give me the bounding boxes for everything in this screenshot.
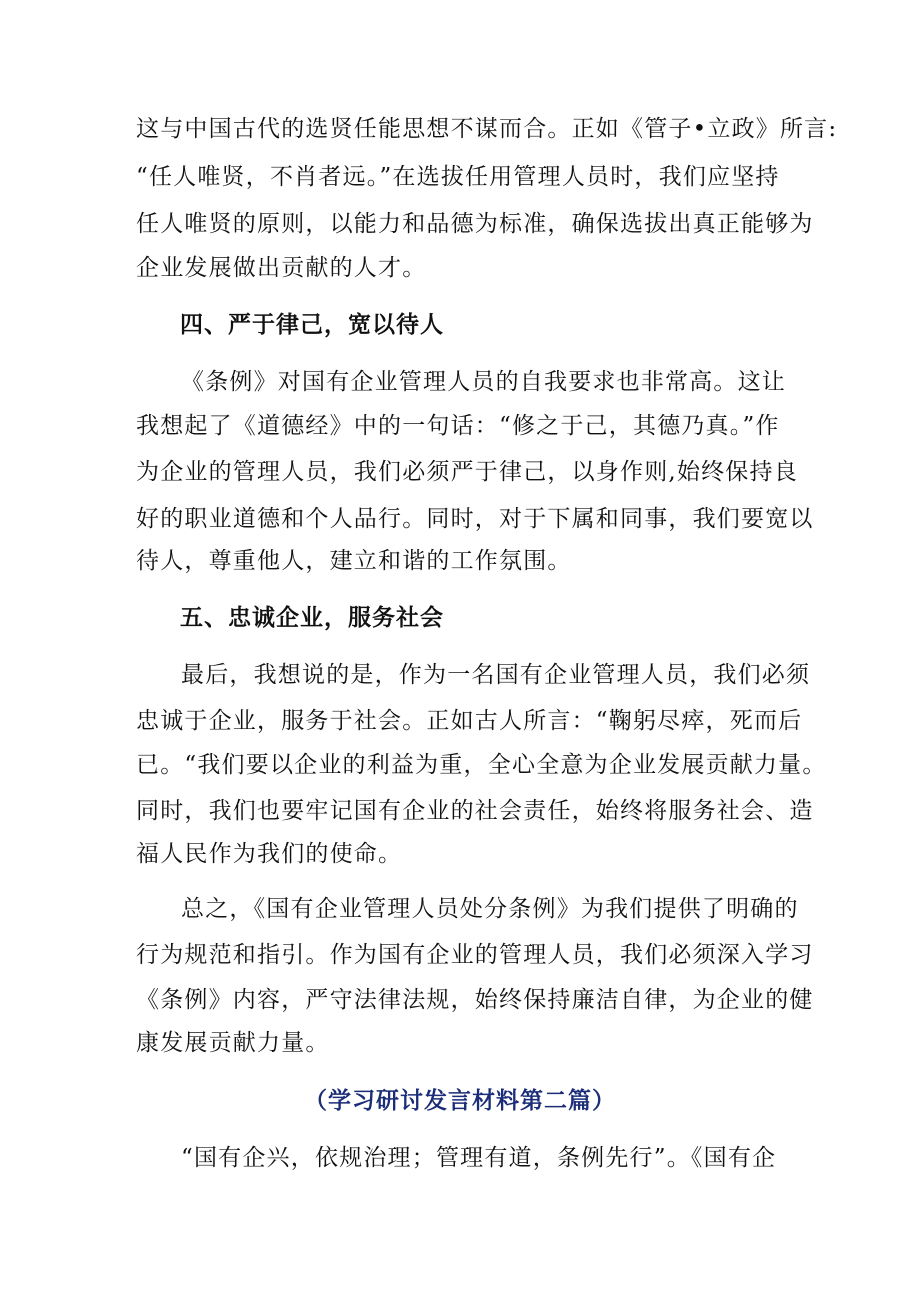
- paragraph-line: 《条例》对国有企业管理人员的自我要求也非常高。这让: [181, 369, 786, 395]
- paragraph-line: 最后，我想说的是，作为一名国有企业管理人员，我们必须: [181, 662, 811, 688]
- paragraph-line: 福人民作为我们的使命。: [136, 841, 403, 867]
- section-heading: 四、严于律己，宽以待人: [180, 312, 444, 338]
- paragraph-line: “国有企兴，依规治理；管理有道，条例先行”。《国有企: [181, 1145, 777, 1171]
- section-heading: 五、忠诚企业，服务社会: [180, 605, 444, 631]
- paragraph-line: 任人唯贤的原则，以能力和品德为标准，确保选拔出真正能够为: [136, 211, 814, 237]
- paragraph-line: 已。“我们要以企业的利益为重，全心全意为企业发展贡献力量。: [136, 752, 827, 778]
- section-subtitle: （学习研讨发言材料第二篇）: [304, 1088, 616, 1114]
- paragraph-line: 康发展贡献力量。: [136, 1030, 330, 1056]
- paragraph-line: 《条例》内容，严守法律法规，始终保持廉洁自律，为企业的健: [136, 987, 814, 1013]
- paragraph-line: 这与中国古代的选贤任能思想不谋而合。正如《管子•立政》所言:: [136, 116, 838, 142]
- paragraph-line: 行为规范和指引。作为国有企业的管理人员，我们必须深入学习: [136, 942, 814, 968]
- paragraph-line: 好的职业道德和个人品行。同时，对于下属和同事，我们要宽以: [136, 506, 814, 532]
- paragraph-line: 我想起了《道德经》中的一句话：“修之于己，其德乃真。”作: [136, 413, 780, 439]
- paragraph-line: 为企业的管理人员，我们必须严于律己，以身作则,始终保持良: [136, 459, 798, 485]
- paragraph-line: 待人，尊重他人，建立和谐的工作氛围。: [136, 548, 572, 574]
- paragraph-line: 总之，《国有企业管理人员处分条例》为我们提供了明确的: [181, 896, 799, 922]
- paragraph-line: 同时，我们也要牢记国有企业的社会责任，始终将服务社会、造: [136, 798, 814, 824]
- paragraph-line: 企业发展做出贡献的人才。: [136, 255, 427, 281]
- paragraph-line: 忠诚于企业，服务于社会。正如古人所言：“鞠躬尽瘁，死而后: [136, 708, 803, 734]
- paragraph-line: “任人唯贤，不肖者远。”在选拔任用管理人员时，我们应坚持: [136, 164, 780, 190]
